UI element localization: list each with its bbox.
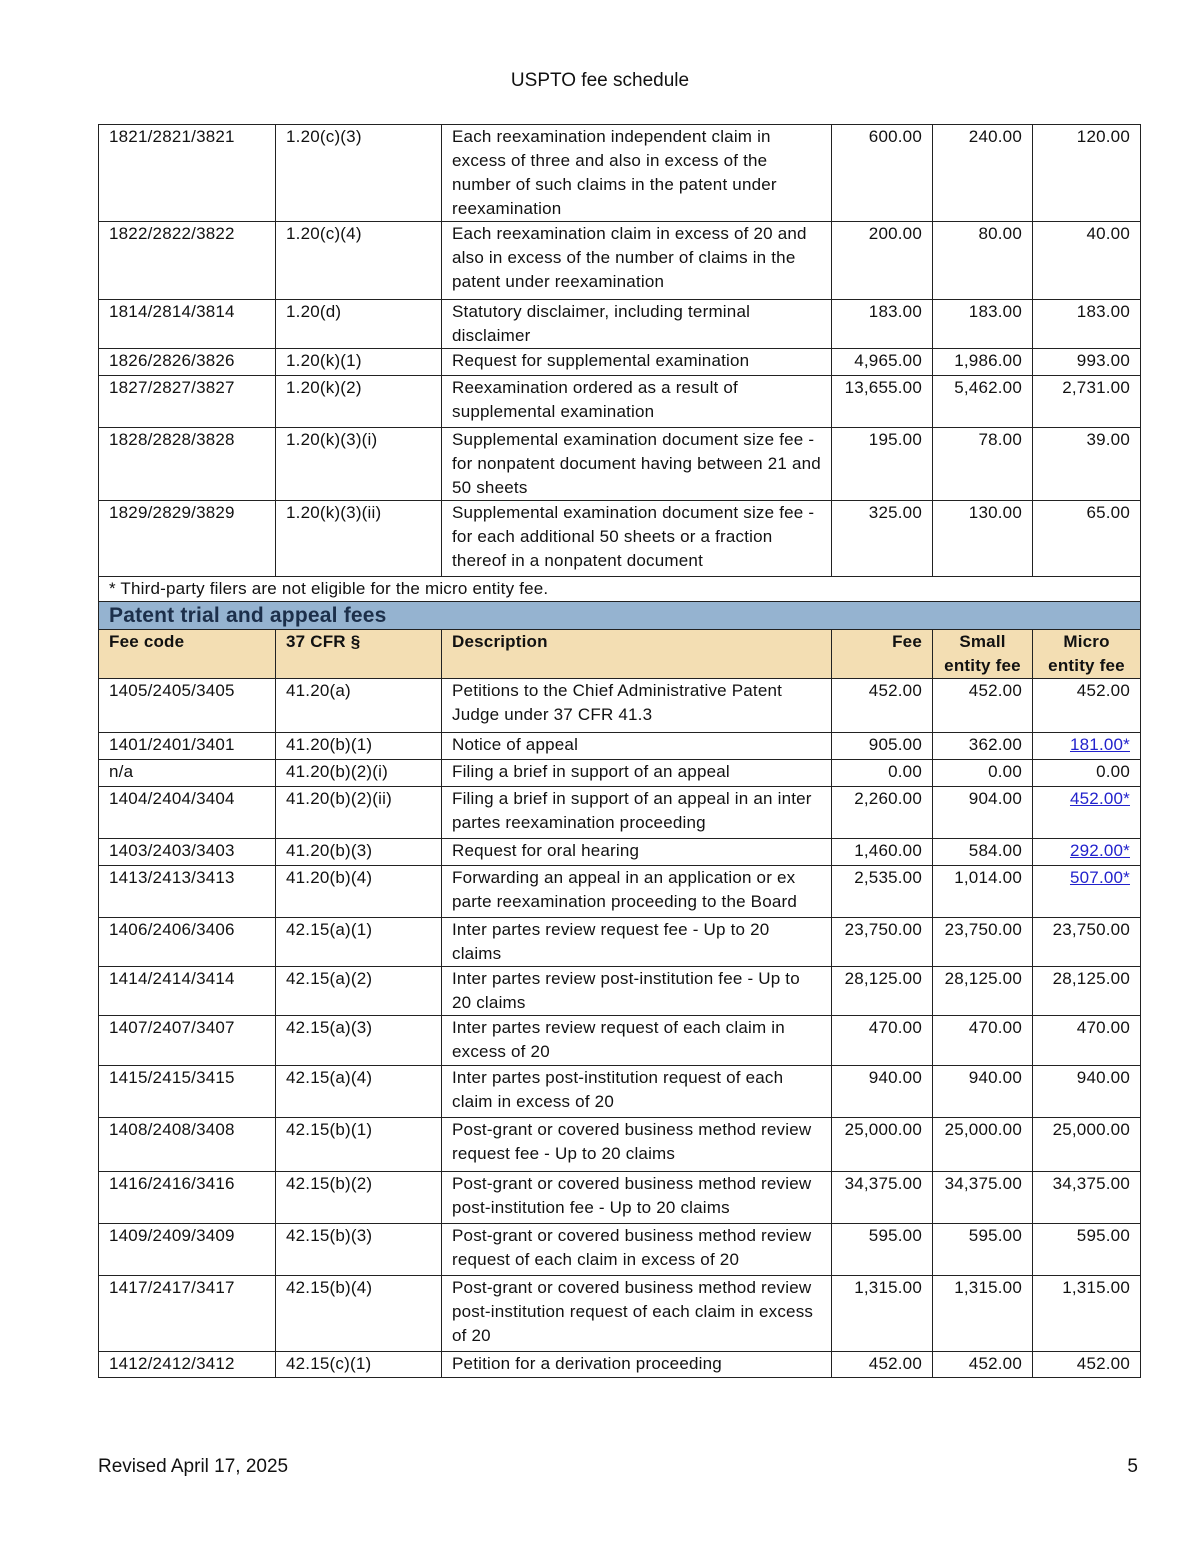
fee-cell: 183.00 bbox=[832, 300, 933, 349]
micro-entity-fee-cell: 452.00 bbox=[1033, 1352, 1141, 1378]
fee-cell: 905.00 bbox=[832, 733, 933, 760]
description-cell: Notice of appeal bbox=[442, 733, 832, 760]
cfr-cell: 41.20(a) bbox=[276, 679, 442, 733]
small-entity-fee-cell: 595.00 bbox=[933, 1224, 1033, 1276]
small-entity-fee-cell: 0.00 bbox=[933, 760, 1033, 787]
description-cell: Each reexamination independent claim in excess of three and also in excess of the number of such claims in the patent under reexamination bbox=[442, 125, 832, 222]
note-section bbox=[99, 577, 1141, 679]
small-entity-fee-cell: 452.00 bbox=[933, 1352, 1033, 1378]
fee-code-cell: 1401/2401/3401 bbox=[99, 733, 276, 760]
fee-cell: 2,535.00 bbox=[832, 866, 933, 918]
description-cell: Supplemental examination document size fee - for each additional 50 sheets or a fraction thereof in a nonpatent document bbox=[442, 501, 832, 577]
micro-entity-fee-cell bbox=[1033, 733, 1141, 760]
column-header-small: Small entity fee bbox=[933, 630, 1033, 679]
description-cell: Reexamination ordered as a result of supplemental examination bbox=[442, 376, 832, 428]
cfr-cell: 1.20(c)(3) bbox=[276, 125, 442, 222]
fee-code-cell: 1412/2412/3412 bbox=[99, 1352, 276, 1378]
fee-code-cell: 1406/2406/3406 bbox=[99, 918, 276, 967]
micro-entity-fee-cell: 993.00 bbox=[1033, 349, 1141, 376]
cfr-cell: 41.20(b)(2)(i) bbox=[276, 760, 442, 787]
fee-code-cell: 1416/2416/3416 bbox=[99, 1172, 276, 1224]
cfr-cell: 42.15(c)(1) bbox=[276, 1352, 442, 1378]
table-row bbox=[99, 787, 1141, 839]
table-row bbox=[99, 376, 1141, 428]
small-entity-fee-cell: 240.00 bbox=[933, 125, 1033, 222]
fee-code-cell: 1821/2821/3821 bbox=[99, 125, 276, 222]
description-cell: Petition for a derivation proceeding bbox=[442, 1352, 832, 1378]
micro-entity-fee-cell bbox=[1033, 839, 1141, 866]
table-row bbox=[99, 428, 1141, 501]
cfr-cell: 1.20(k)(3)(i) bbox=[276, 428, 442, 501]
table-row bbox=[99, 125, 1141, 222]
description-cell: Request for supplemental examination bbox=[442, 349, 832, 376]
fee-cell: 452.00 bbox=[832, 679, 933, 733]
micro-entity-fee-cell: 23,750.00 bbox=[1033, 918, 1141, 967]
small-entity-fee-cell: 25,000.00 bbox=[933, 1118, 1033, 1172]
table-row bbox=[99, 866, 1141, 918]
fee-cell: 595.00 bbox=[832, 1224, 933, 1276]
description-cell: Inter partes review post-institution fee - Up to 20 claims bbox=[442, 967, 832, 1016]
small-entity-fee-cell: 584.00 bbox=[933, 839, 1033, 866]
table-row bbox=[99, 918, 1141, 967]
cfr-cell: 41.20(b)(3) bbox=[276, 839, 442, 866]
micro-fee-link[interactable]: 181.00* bbox=[1069, 735, 1130, 754]
small-entity-fee-cell: 1,986.00 bbox=[933, 349, 1033, 376]
cfr-cell: 1.20(k)(2) bbox=[276, 376, 442, 428]
column-header-micro: Micro entity fee bbox=[1033, 630, 1141, 679]
micro-entity-fee-cell: 65.00 bbox=[1033, 501, 1141, 577]
section-row bbox=[99, 602, 1141, 630]
table-row bbox=[99, 679, 1141, 733]
fee-cell: 470.00 bbox=[832, 1016, 933, 1066]
table-row bbox=[99, 1352, 1141, 1378]
micro-entity-fee-cell: 452.00 bbox=[1033, 679, 1141, 733]
cfr-cell: 42.15(b)(2) bbox=[276, 1172, 442, 1224]
fee-cell: 452.00 bbox=[832, 1352, 933, 1378]
top-rows bbox=[99, 125, 1141, 577]
fee-cell: 1,460.00 bbox=[832, 839, 933, 866]
cfr-cell: 42.15(a)(4) bbox=[276, 1066, 442, 1118]
cfr-cell: 42.15(a)(2) bbox=[276, 967, 442, 1016]
fee-code-cell: 1414/2414/3414 bbox=[99, 967, 276, 1016]
micro-entity-fee-cell: 1,315.00 bbox=[1033, 1276, 1141, 1352]
fee-cell: 28,125.00 bbox=[832, 967, 933, 1016]
table-row bbox=[99, 1016, 1141, 1066]
cfr-cell: 42.15(b)(4) bbox=[276, 1276, 442, 1352]
micro-entity-fee-cell: 470.00 bbox=[1033, 1016, 1141, 1066]
cfr-cell: 41.20(b)(4) bbox=[276, 866, 442, 918]
fee-cell: 325.00 bbox=[832, 501, 933, 577]
cfr-cell: 41.20(b)(2)(ii) bbox=[276, 787, 442, 839]
micro-entity-fee-cell: 120.00 bbox=[1033, 125, 1141, 222]
cfr-cell: 1.20(k)(1) bbox=[276, 349, 442, 376]
table-row bbox=[99, 349, 1141, 376]
cfr-cell: 42.15(a)(1) bbox=[276, 918, 442, 967]
fee-code-cell: 1408/2408/3408 bbox=[99, 1118, 276, 1172]
fee-code-cell: 1403/2403/3403 bbox=[99, 839, 276, 866]
small-entity-fee-cell: 470.00 bbox=[933, 1016, 1033, 1066]
description-cell: Inter partes post-institution request of each claim in excess of 20 bbox=[442, 1066, 832, 1118]
fee-code-cell: 1822/2822/3822 bbox=[99, 222, 276, 300]
micro-entity-fee-cell: 25,000.00 bbox=[1033, 1118, 1141, 1172]
page-number: 5 bbox=[1127, 1456, 1138, 1477]
description-cell: Statutory disclaimer, including terminal disclaimer bbox=[442, 300, 832, 349]
small-entity-fee-cell: 904.00 bbox=[933, 787, 1033, 839]
fee-code-cell: 1828/2828/3828 bbox=[99, 428, 276, 501]
micro-entity-fee-cell bbox=[1033, 787, 1141, 839]
micro-entity-fee-cell: 28,125.00 bbox=[1033, 967, 1141, 1016]
table-row bbox=[99, 1118, 1141, 1172]
fee-cell: 940.00 bbox=[832, 1066, 933, 1118]
table-row bbox=[99, 1066, 1141, 1118]
micro-entity-fee-cell: 39.00 bbox=[1033, 428, 1141, 501]
revised-date: Revised April 17, 2025 bbox=[98, 1456, 289, 1477]
column-header-description: Description bbox=[442, 630, 832, 679]
description-cell: Inter partes review request fee - Up to 20 claims bbox=[442, 918, 832, 967]
column-header-code: Fee code bbox=[99, 630, 276, 679]
table-row bbox=[99, 967, 1141, 1016]
micro-entity-fee-cell: 595.00 bbox=[1033, 1224, 1141, 1276]
table-row bbox=[99, 501, 1141, 577]
fee-code-cell: 1405/2405/3405 bbox=[99, 679, 276, 733]
micro-entity-note: * Third-party filers are not eligible for the micro entity fee. bbox=[99, 577, 1141, 602]
small-entity-fee-cell: 362.00 bbox=[933, 733, 1033, 760]
fee-cell: 0.00 bbox=[832, 760, 933, 787]
micro-entity-fee-cell bbox=[1033, 866, 1141, 918]
description-cell: Each reexamination claim in excess of 20 and also in excess of the number of claims in the patent under reexamination bbox=[442, 222, 832, 300]
description-cell: Inter partes review request of each claim in excess of 20 bbox=[442, 1016, 832, 1066]
fee-cell: 23,750.00 bbox=[832, 918, 933, 967]
table-row bbox=[99, 760, 1141, 787]
fee-code-cell: 1826/2826/3826 bbox=[99, 349, 276, 376]
description-cell: Post-grant or covered business method review request of each claim in excess of 20 bbox=[442, 1224, 832, 1276]
fee-cell: 2,260.00 bbox=[832, 787, 933, 839]
small-entity-fee-cell: 23,750.00 bbox=[933, 918, 1033, 967]
table-row bbox=[99, 222, 1141, 300]
micro-fee-link[interactable]: 292.00* bbox=[1069, 841, 1130, 860]
small-entity-fee-cell: 28,125.00 bbox=[933, 967, 1033, 1016]
small-entity-fee-cell: 940.00 bbox=[933, 1066, 1033, 1118]
description-cell: Filing a brief in support of an appeal in an inter partes reexamination proceeding bbox=[442, 787, 832, 839]
micro-entity-fee-cell: 940.00 bbox=[1033, 1066, 1141, 1118]
description-cell: Request for oral hearing bbox=[442, 839, 832, 866]
table-row bbox=[99, 1276, 1141, 1352]
page-header-title: USPTO fee schedule bbox=[510, 70, 690, 91]
column-header-row bbox=[99, 630, 1141, 679]
cfr-cell: 42.15(b)(3) bbox=[276, 1224, 442, 1276]
description-cell: Filing a brief in support of an appeal bbox=[442, 760, 832, 787]
column-header-cfr: 37 CFR § bbox=[276, 630, 442, 679]
fee-cell: 200.00 bbox=[832, 222, 933, 300]
fee-code-cell: 1829/2829/3829 bbox=[99, 501, 276, 577]
fee-cell: 25,000.00 bbox=[832, 1118, 933, 1172]
cfr-cell: 1.20(d) bbox=[276, 300, 442, 349]
table-row bbox=[99, 300, 1141, 349]
fee-code-cell: 1413/2413/3413 bbox=[99, 866, 276, 918]
fee-code-cell: 1409/2409/3409 bbox=[99, 1224, 276, 1276]
note-row bbox=[99, 577, 1141, 602]
description-cell: Petitions to the Chief Administrative Patent Judge under 37 CFR 41.3 bbox=[442, 679, 832, 733]
small-entity-fee-cell: 80.00 bbox=[933, 222, 1033, 300]
table-row bbox=[99, 1224, 1141, 1276]
micro-entity-fee-cell: 2,731.00 bbox=[1033, 376, 1141, 428]
fee-cell: 34,375.00 bbox=[832, 1172, 933, 1224]
cfr-cell: 1.20(k)(3)(ii) bbox=[276, 501, 442, 577]
fee-code-cell: 1415/2415/3415 bbox=[99, 1066, 276, 1118]
cfr-cell: 42.15(b)(1) bbox=[276, 1118, 442, 1172]
fee-cell: 13,655.00 bbox=[832, 376, 933, 428]
table-row bbox=[99, 733, 1141, 760]
description-cell: Post-grant or covered business method review post-institution request of each claim in excess of 20 bbox=[442, 1276, 832, 1352]
small-entity-fee-cell: 34,375.00 bbox=[933, 1172, 1033, 1224]
micro-entity-fee-cell: 34,375.00 bbox=[1033, 1172, 1141, 1224]
cfr-cell: 41.20(b)(1) bbox=[276, 733, 442, 760]
cfr-cell: 42.15(a)(3) bbox=[276, 1016, 442, 1066]
micro-fee-link[interactable]: 452.00* bbox=[1069, 789, 1130, 808]
description-cell: Forwarding an appeal in an application or ex parte reexamination proceeding to the Board bbox=[442, 866, 832, 918]
description-cell: Post-grant or covered business method review request fee - Up to 20 claims bbox=[442, 1118, 832, 1172]
fee-code-cell: 1814/2814/3814 bbox=[99, 300, 276, 349]
small-entity-fee-cell: 78.00 bbox=[933, 428, 1033, 501]
micro-entity-fee-cell: 183.00 bbox=[1033, 300, 1141, 349]
table-row bbox=[99, 839, 1141, 866]
fee-code-cell: 1827/2827/3827 bbox=[99, 376, 276, 428]
small-entity-fee-cell: 1,315.00 bbox=[933, 1276, 1033, 1352]
fee-code-cell: 1417/2417/3417 bbox=[99, 1276, 276, 1352]
description-cell: Post-grant or covered business method review post-institution fee - Up to 20 claims bbox=[442, 1172, 832, 1224]
small-entity-fee-cell: 452.00 bbox=[933, 679, 1033, 733]
section-title: Patent trial and appeal fees bbox=[99, 602, 1141, 630]
description-cell: Supplemental examination document size fee - for nonpatent document having between 21 and 50 sheets bbox=[442, 428, 832, 501]
micro-entity-fee-cell: 0.00 bbox=[1033, 760, 1141, 787]
fee-table bbox=[98, 124, 1141, 1378]
micro-fee-link[interactable]: 507.00* bbox=[1069, 868, 1130, 887]
micro-entity-fee-cell: 40.00 bbox=[1033, 222, 1141, 300]
small-entity-fee-cell: 5,462.00 bbox=[933, 376, 1033, 428]
fee-cell: 1,315.00 bbox=[832, 1276, 933, 1352]
trial-rows bbox=[99, 679, 1141, 1378]
table-row bbox=[99, 1172, 1141, 1224]
fee-code-cell: 1404/2404/3404 bbox=[99, 787, 276, 839]
fee-cell: 4,965.00 bbox=[832, 349, 933, 376]
fee-cell: 600.00 bbox=[832, 125, 933, 222]
column-header-fee: Fee bbox=[832, 630, 933, 679]
small-entity-fee-cell: 183.00 bbox=[933, 300, 1033, 349]
fee-code-cell: 1407/2407/3407 bbox=[99, 1016, 276, 1066]
fee-cell: 195.00 bbox=[832, 428, 933, 501]
small-entity-fee-cell: 1,014.00 bbox=[933, 866, 1033, 918]
fee-code-cell: n/a bbox=[99, 760, 276, 787]
cfr-cell: 1.20(c)(4) bbox=[276, 222, 442, 300]
small-entity-fee-cell: 130.00 bbox=[933, 501, 1033, 577]
